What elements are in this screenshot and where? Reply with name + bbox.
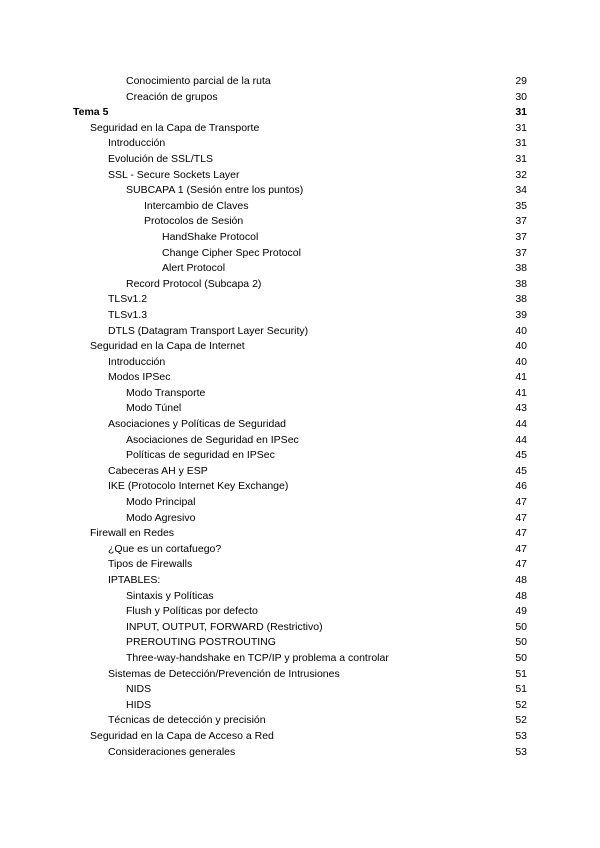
toc-entry-page-number: 39 xyxy=(515,308,527,321)
toc-entry-page-number: 45 xyxy=(515,449,527,462)
toc-entry-title: HandShake Protocol xyxy=(162,230,259,243)
toc-entry[interactable] xyxy=(0,168,600,184)
toc-entry-page-number: 31 xyxy=(515,152,527,165)
toc-entry[interactable] xyxy=(0,526,600,542)
toc-entry-page-number: 50 xyxy=(515,651,527,664)
toc-entry-title: Three-way-handshake en TCP/IP y problema a controlar xyxy=(126,651,389,664)
toc-entry-title: SSL - Secure Sockets Layer xyxy=(108,168,240,181)
toc-entry[interactable] xyxy=(0,401,600,417)
toc-entry-page-number: 29 xyxy=(515,75,527,87)
toc-entry-title: Firewall en Redes xyxy=(90,527,175,540)
toc-entry-page-number: 53 xyxy=(515,745,527,758)
toc-entry-page-number: 38 xyxy=(515,262,527,275)
toc-entry-title: HIDS xyxy=(126,698,152,711)
toc-entry-title: Sintaxis y Políticas xyxy=(126,589,214,602)
toc-entry[interactable] xyxy=(0,635,600,651)
toc-entry-title: Políticas de seguridad en IPSec xyxy=(126,449,275,462)
toc-entry-title: Modos IPSec xyxy=(108,371,171,384)
toc-entry[interactable] xyxy=(0,214,600,230)
toc-entry[interactable] xyxy=(0,479,600,495)
toc-entry[interactable] xyxy=(0,745,600,761)
toc-entry[interactable] xyxy=(0,604,600,620)
toc-entry-page-number: 47 xyxy=(515,527,527,540)
toc-entry-page-number: 30 xyxy=(515,90,527,103)
toc-entry-page-number: 34 xyxy=(515,184,527,197)
toc-entry-page-number: 40 xyxy=(515,324,527,337)
toc-entry-page-number: 37 xyxy=(515,215,527,228)
toc-entry-title: Creación de grupos xyxy=(126,90,218,103)
toc-entry[interactable] xyxy=(0,620,600,636)
toc-entry[interactable] xyxy=(0,74,600,90)
toc-entry[interactable] xyxy=(0,90,600,106)
toc-entry[interactable] xyxy=(0,183,600,199)
toc-entry-title: Asociaciones de Seguridad en IPSec xyxy=(126,433,299,446)
toc-entry-page-number: 31 xyxy=(515,121,527,134)
toc-entry-title: SUBCAPA 1 (Sesión entre los puntos) xyxy=(126,184,304,197)
toc-entry-title: NIDS xyxy=(126,683,152,696)
toc-entry-page-number: 31 xyxy=(515,137,527,150)
toc-entry-page-number: 48 xyxy=(515,574,527,586)
toc-entry-page-number: 43 xyxy=(515,402,527,415)
toc-entry[interactable] xyxy=(0,698,600,714)
toc-entry-page-number: 38 xyxy=(515,277,527,290)
toc-entry[interactable] xyxy=(0,230,600,246)
toc-entry-page-number: 37 xyxy=(515,246,527,259)
toc-entry-page-number: 31 xyxy=(515,106,527,119)
toc-entry[interactable] xyxy=(0,667,600,683)
toc-entry-page-number: 41 xyxy=(515,371,527,384)
toc-entry-title: Modo Agresivo xyxy=(126,511,196,524)
toc-entry-page-number: 47 xyxy=(515,511,527,524)
toc-entry-page-number: 38 xyxy=(515,293,527,306)
toc-entry-page-number: 40 xyxy=(515,340,527,353)
toc-entry-page-number: 48 xyxy=(515,589,527,602)
toc-entry[interactable] xyxy=(0,261,600,277)
toc-entry-title: IPTABLES: xyxy=(108,574,161,586)
toc-entry-title: DTLS (Datagram Transport Layer Security) xyxy=(108,324,309,337)
toc-entry-page-number: 44 xyxy=(515,418,527,431)
toc-entry-title: Conocimiento parcial de la ruta xyxy=(126,75,271,87)
toc-entry-title: Sistemas de Detección/Prevención de Intrusiones xyxy=(108,667,340,680)
toc-entry[interactable] xyxy=(0,651,600,667)
toc-entry[interactable] xyxy=(0,246,600,262)
toc-entry[interactable] xyxy=(0,152,600,168)
toc-entry-page-number: 51 xyxy=(515,667,527,680)
toc-entry-page-number: 47 xyxy=(515,542,527,555)
toc-entry-title: INPUT, OUTPUT, FORWARD (Restrictivo) xyxy=(126,620,323,633)
toc-entry-title: Seguridad en la Capa de Acceso a Red xyxy=(90,729,274,742)
toc-entry-title: TLSv1.2 xyxy=(108,293,148,306)
toc-entry-page-number: 47 xyxy=(515,496,527,509)
toc-entry-title: Cabeceras AH y ESP xyxy=(108,464,208,477)
toc-entry-page-number: 45 xyxy=(515,464,527,477)
toc-entry-title: Flush y Políticas por defecto xyxy=(126,605,258,618)
toc-entry-page-number: 52 xyxy=(515,714,527,727)
toc-entry-page-number: 46 xyxy=(515,480,527,493)
toc-entry-title: Alert Protocol xyxy=(162,262,226,275)
toc-entry-title: ¿Que es un cortafuego? xyxy=(108,542,222,555)
toc-entry[interactable] xyxy=(0,713,600,729)
toc-entry-title: Protocolos de Sesión xyxy=(144,215,244,228)
toc-entry[interactable] xyxy=(0,495,600,511)
toc-entry-page-number: 47 xyxy=(515,558,527,571)
toc-entry-title: Seguridad en la Capa de Transporte xyxy=(90,121,260,134)
toc-entry[interactable] xyxy=(0,386,600,402)
toc-entry-page-number: 51 xyxy=(515,683,527,696)
toc-entry[interactable] xyxy=(0,121,600,137)
toc-entry-title: Introducción xyxy=(108,137,166,150)
toc-entry-page-number: 50 xyxy=(515,636,527,649)
toc-entry[interactable] xyxy=(0,199,600,215)
toc-entry-title: Record Protocol (Subcapa 2) xyxy=(126,277,262,290)
toc-entry[interactable] xyxy=(0,682,600,698)
toc-entry[interactable] xyxy=(0,308,600,324)
toc-entry[interactable] xyxy=(0,292,600,308)
toc-entry[interactable] xyxy=(0,277,600,293)
toc-entry-page-number: 37 xyxy=(515,230,527,243)
table-of-contents xyxy=(0,74,600,760)
toc-entry-page-number: 44 xyxy=(515,433,527,446)
toc-entry[interactable] xyxy=(0,136,600,152)
toc-entry-title: IKE (Protocolo Internet Key Exchange) xyxy=(108,480,289,493)
toc-entry-title: Seguridad en la Capa de Internet xyxy=(90,340,245,353)
toc-entry-title: Introducción xyxy=(108,355,166,368)
toc-entry-title: Asociaciones y Políticas de Seguridad xyxy=(108,418,287,431)
toc-entry-title: TLSv1.3 xyxy=(108,308,148,321)
toc-entry-title: Modo Principal xyxy=(126,496,196,509)
toc-entry-page-number: 53 xyxy=(515,729,527,742)
toc-entry-title: Intercambio de Claves xyxy=(144,199,249,212)
toc-entry-title: Tipos de Firewalls xyxy=(108,558,193,571)
toc-entry-page-number: 32 xyxy=(515,168,527,181)
toc-entry-title: Evolución de SSL/TLS xyxy=(108,152,214,165)
toc-entry[interactable] xyxy=(0,464,600,480)
toc-entry[interactable] xyxy=(0,542,600,558)
toc-entry[interactable] xyxy=(0,370,600,386)
toc-entry[interactable] xyxy=(0,448,600,464)
toc-entry[interactable] xyxy=(0,433,600,449)
toc-entry[interactable] xyxy=(0,339,600,355)
toc-entry-title: Tema 5 xyxy=(73,106,109,119)
toc-entry-title: Modo Túnel xyxy=(126,402,182,415)
toc-entry-page-number: 49 xyxy=(515,605,527,618)
toc-entry[interactable] xyxy=(0,589,600,605)
toc-entry[interactable] xyxy=(0,355,600,371)
toc-entry-title: PREROUTING POSTROUTING xyxy=(126,636,276,649)
toc-entry[interactable] xyxy=(0,324,600,340)
toc-entry[interactable] xyxy=(0,573,600,589)
toc-entry-title: Técnicas de detección y precisión xyxy=(108,714,266,727)
toc-entry-page-number: 40 xyxy=(515,355,527,368)
toc-entry-title: Consideraciones generales xyxy=(108,745,236,758)
toc-entry-page-number: 41 xyxy=(515,386,527,399)
toc-entry-title: Change Cipher Spec Protocol xyxy=(162,246,301,259)
toc-entry-title: Modo Transporte xyxy=(126,386,206,399)
toc-entry[interactable] xyxy=(0,557,600,573)
toc-entry-page-number: 35 xyxy=(515,199,527,212)
toc-entry[interactable] xyxy=(0,729,600,745)
toc-entry[interactable] xyxy=(0,105,600,121)
toc-entry-page-number: 52 xyxy=(515,698,527,711)
toc-entry[interactable] xyxy=(0,417,600,433)
toc-entry-page-number: 50 xyxy=(515,620,527,633)
toc-entry[interactable] xyxy=(0,511,600,527)
